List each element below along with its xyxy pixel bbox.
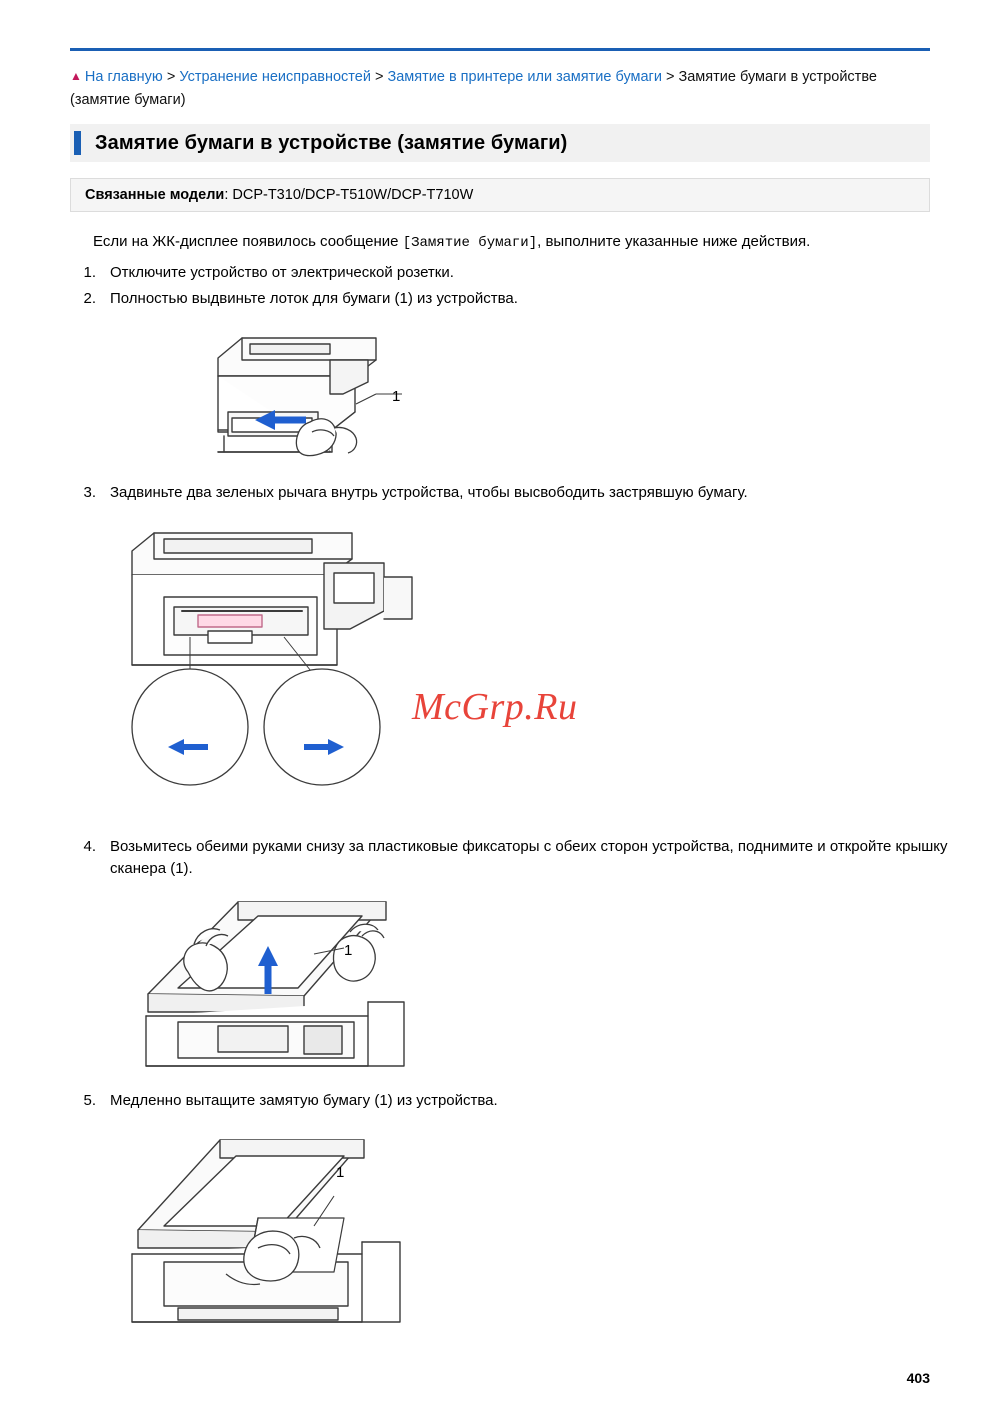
step-2 bbox=[70, 288, 930, 310]
step-2-number: 2. bbox=[83, 290, 96, 307]
step-1-text: Отключите устройство от электрической розетки. bbox=[110, 264, 454, 281]
step-5 bbox=[70, 1090, 950, 1112]
watermark: McGrp.Ru bbox=[412, 686, 578, 728]
step-4-text: Возьмитесь обеими руками снизу за пластиковые фиксаторы с обеих сторон устройства, поднимите и откройте крышку сканера (1). bbox=[110, 838, 948, 877]
breadcrumb bbox=[70, 66, 930, 112]
figure-open-scanner-cover bbox=[118, 876, 518, 1076]
step-2-text: Полностью выдвиньте лоток для бумаги (1) из устройства. bbox=[110, 290, 518, 307]
figure-3-callout-1: 1 bbox=[344, 942, 353, 959]
intro-after: , выполните указанные ниже действия. bbox=[537, 233, 811, 250]
related-models-band bbox=[70, 178, 930, 212]
related-models-label: Связанные модели bbox=[85, 187, 225, 203]
intro-before: Если на ЖК-дисплее появилось сообщение bbox=[93, 233, 403, 250]
breadcrumb-link-jam[interactable]: Замятие в принтере или замятие бумаги bbox=[387, 69, 662, 85]
breadcrumb-home[interactable]: На главную bbox=[84, 69, 163, 85]
breadcrumb-sep-1: > bbox=[162, 69, 180, 85]
figure-remove-jammed-paper bbox=[108, 1122, 508, 1342]
title-accent-bar bbox=[74, 131, 81, 155]
step-3-text: Задвиньте два зеленых рычага внутрь устройства, чтобы высвободить застрявшую бумагу. bbox=[110, 484, 748, 501]
lcd-message-code: [Замятие бумаги] bbox=[402, 235, 538, 251]
page-title: Замятие бумаги в устройстве (замятие бумаги) bbox=[95, 131, 568, 154]
step-1-number: 1. bbox=[83, 264, 96, 281]
breadcrumb-sep-2: > bbox=[370, 69, 388, 85]
breadcrumb-current: Замятие бумаги в устройстве (замятие бумаги) bbox=[70, 69, 877, 108]
step-4 bbox=[70, 836, 950, 880]
step-4-number: 4. bbox=[83, 838, 96, 855]
related-models-value: : DCP-T310/DCP-T510W/DCP-T710W bbox=[224, 187, 474, 203]
figure-green-levers bbox=[112, 515, 532, 795]
step-5-text: Медленно вытащите замятую бумагу (1) из устройства. bbox=[110, 1092, 498, 1109]
figure-1-callout-1: 1 bbox=[392, 388, 401, 405]
page-title-band bbox=[70, 124, 930, 162]
step-3 bbox=[70, 482, 950, 504]
step-1 bbox=[70, 262, 930, 284]
page-number: 403 bbox=[906, 1370, 930, 1386]
step-5-number: 5. bbox=[83, 1092, 96, 1109]
intro-paragraph bbox=[93, 231, 930, 254]
figure-paper-tray bbox=[180, 320, 480, 480]
step-3-number: 3. bbox=[83, 484, 96, 501]
breadcrumb-link-troubleshooting[interactable]: Устранение неисправностей bbox=[179, 69, 371, 85]
home-icon: ▲ bbox=[70, 69, 82, 83]
header-rule bbox=[70, 48, 930, 51]
figure-4-callout-1: 1 bbox=[336, 1164, 345, 1181]
breadcrumb-sep-3: > bbox=[661, 69, 679, 85]
